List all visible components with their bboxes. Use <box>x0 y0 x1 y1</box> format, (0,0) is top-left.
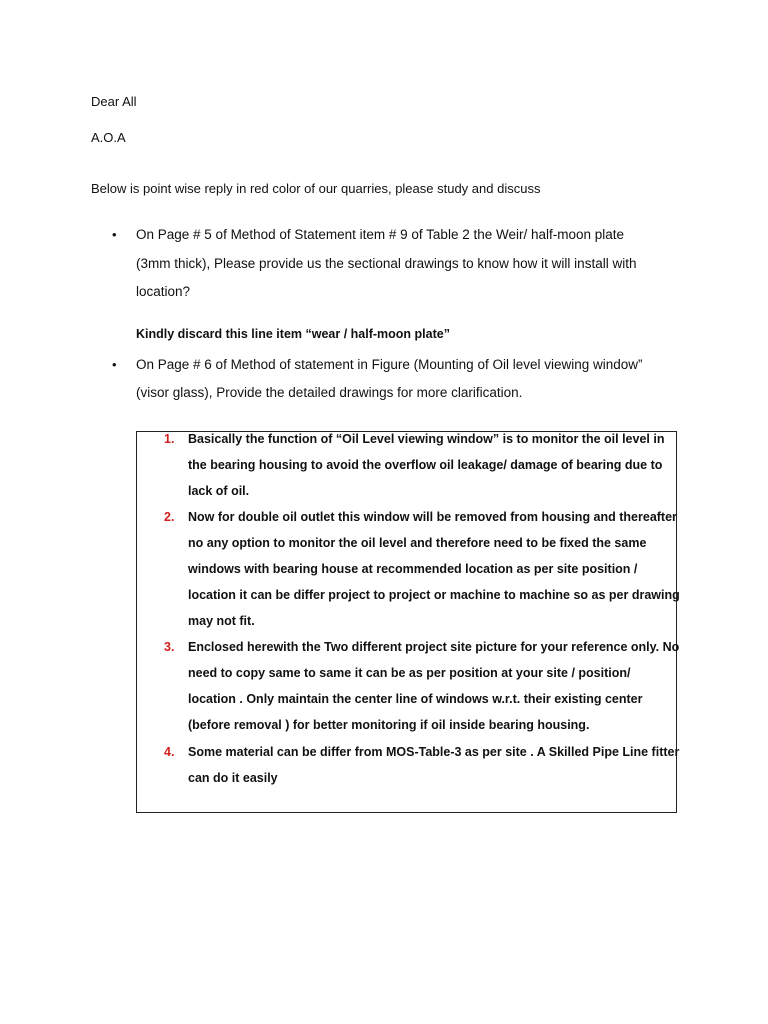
reply-number: 4. <box>164 745 175 759</box>
reply-line: need to copy same to same it can be as per position at your site / position/ <box>188 666 631 680</box>
bullet-icon: • <box>112 227 117 242</box>
reply-line: the bearing housing to avoid the overflow oil leakage/ damage of bearing due to <box>188 458 663 472</box>
bullet-icon: • <box>112 357 117 372</box>
reply-number: 2. <box>164 510 175 524</box>
reply-line: Some material can be differ from MOS-Table-3 as per site . A Skilled Pipe Line fitter <box>188 745 680 759</box>
bullet-line: location? <box>136 284 191 299</box>
bullet-reply: Kindly discard this line item “wear / half-moon plate” <box>136 327 450 341</box>
reply-line: (before removal ) for better monitoring if oil inside bearing housing. <box>188 718 590 732</box>
bullet-line: On Page # 5 of Method of Statement item # 9 of Table 2 the Weir/ half-moon plate <box>136 227 625 242</box>
reply-line: windows with bearing house at recommended location as per site position / <box>188 562 638 576</box>
reply-line: location . Only maintain the center line of windows w.r.t. their existing center <box>188 692 643 706</box>
reply-line: Enclosed herewith the Two different project site picture for your reference only. No <box>188 640 680 654</box>
salutation: Dear All <box>91 94 137 109</box>
aoa-greeting: A.O.A <box>91 130 126 145</box>
reply-line: may not fit. <box>188 614 255 628</box>
bullet-line: (3mm thick), Please provide us the sectional drawings to know how it will install with <box>136 256 637 271</box>
intro-text: Below is point wise reply in red color of our quarries, please study and discuss <box>91 181 541 196</box>
bullet-line: On Page # 6 of Method of statement in Figure (Mounting of Oil level viewing window” <box>136 357 643 372</box>
reply-number: 3. <box>164 640 175 654</box>
bullet-line: (visor glass), Provide the detailed drawings for more clarification. <box>136 385 523 400</box>
reply-line: Basically the function of “Oil Level viewing window” is to monitor the oil level in <box>188 432 665 446</box>
reply-line: location it can be differ project to project or machine to machine so as per drawing <box>188 588 680 602</box>
reply-number: 1. <box>164 432 175 446</box>
reply-line: lack of oil. <box>188 484 250 498</box>
reply-line: no any option to monitor the oil level and therefore need to be fixed the same <box>188 536 647 550</box>
reply-line: can do it easily <box>188 771 278 785</box>
reply-line: Now for double oil outlet this window will be removed from housing and thereafter <box>188 510 677 524</box>
